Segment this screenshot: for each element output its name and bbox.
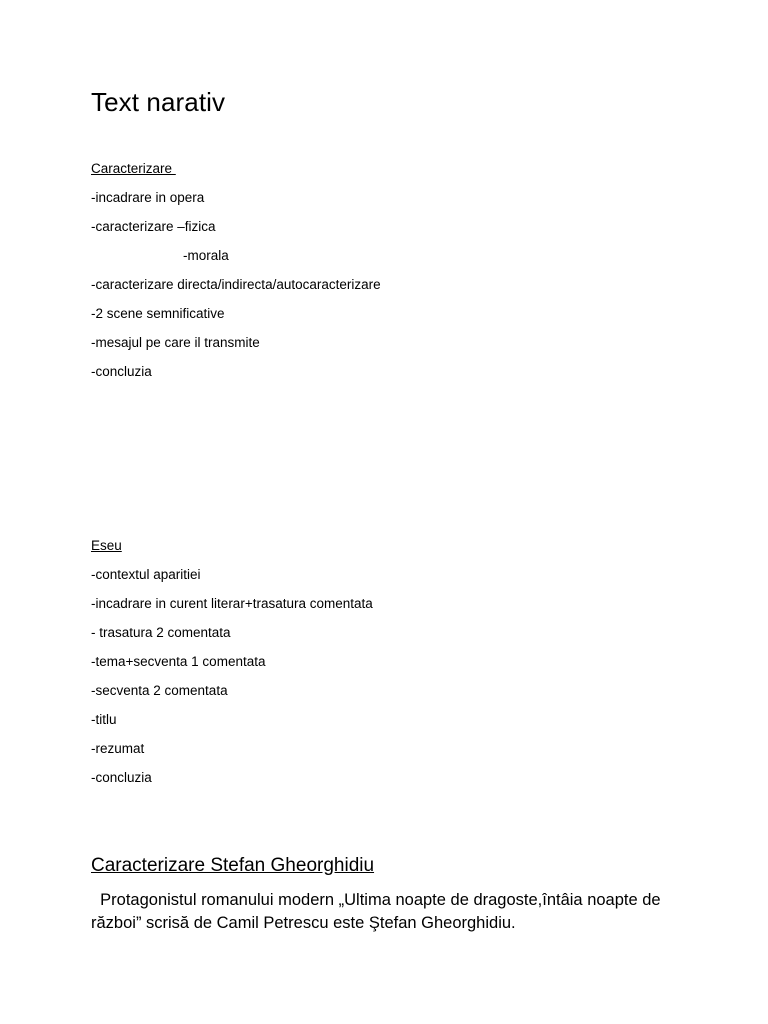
eseu-item: -secventa 2 comentata: [91, 683, 228, 698]
eseu-item: -incadrare in curent literar+trasatura comentata: [91, 596, 373, 611]
eseu-item: - trasatura 2 comentata: [91, 625, 231, 640]
caracterizare-item: -mesajul pe care il transmite: [91, 335, 260, 350]
eseu-item: -titlu: [91, 712, 117, 727]
caracterizare-item: -incadrare in opera: [91, 190, 205, 205]
caracterizare-item: -caracterizare –fizica: [91, 219, 216, 234]
caracterizare-item: -morala: [183, 248, 229, 263]
caracterizare-outline: [91, 160, 381, 392]
eseu-heading: Eseu: [91, 538, 122, 553]
caracterizare-item: -caracterizare directa/indirecta/autocaracterizare: [91, 277, 381, 292]
eseu-item: -concluzia: [91, 770, 152, 785]
caracterizare-item: -2 scene semnificative: [91, 306, 225, 321]
eseu-outline: [91, 537, 373, 798]
eseu-item: -tema+secventa 1 comentata: [91, 654, 266, 669]
document-title: Text narativ: [91, 87, 226, 117]
caracterizare-heading: Caracterizare: [91, 161, 176, 176]
eseu-item: -rezumat: [91, 741, 145, 756]
caracterizare-item: -concluzia: [91, 364, 152, 379]
body-paragraph: Protagonistul romanului modern „Ultima noapte de dragoste,întâia noapte de război” scrisă de Camil Petrescu este Ştefan Gheorghidiu.: [91, 891, 666, 932]
section-heading: Caracterizare Stefan Gheorghidiu: [91, 855, 375, 876]
eseu-item: -contextul aparitiei: [91, 567, 201, 582]
